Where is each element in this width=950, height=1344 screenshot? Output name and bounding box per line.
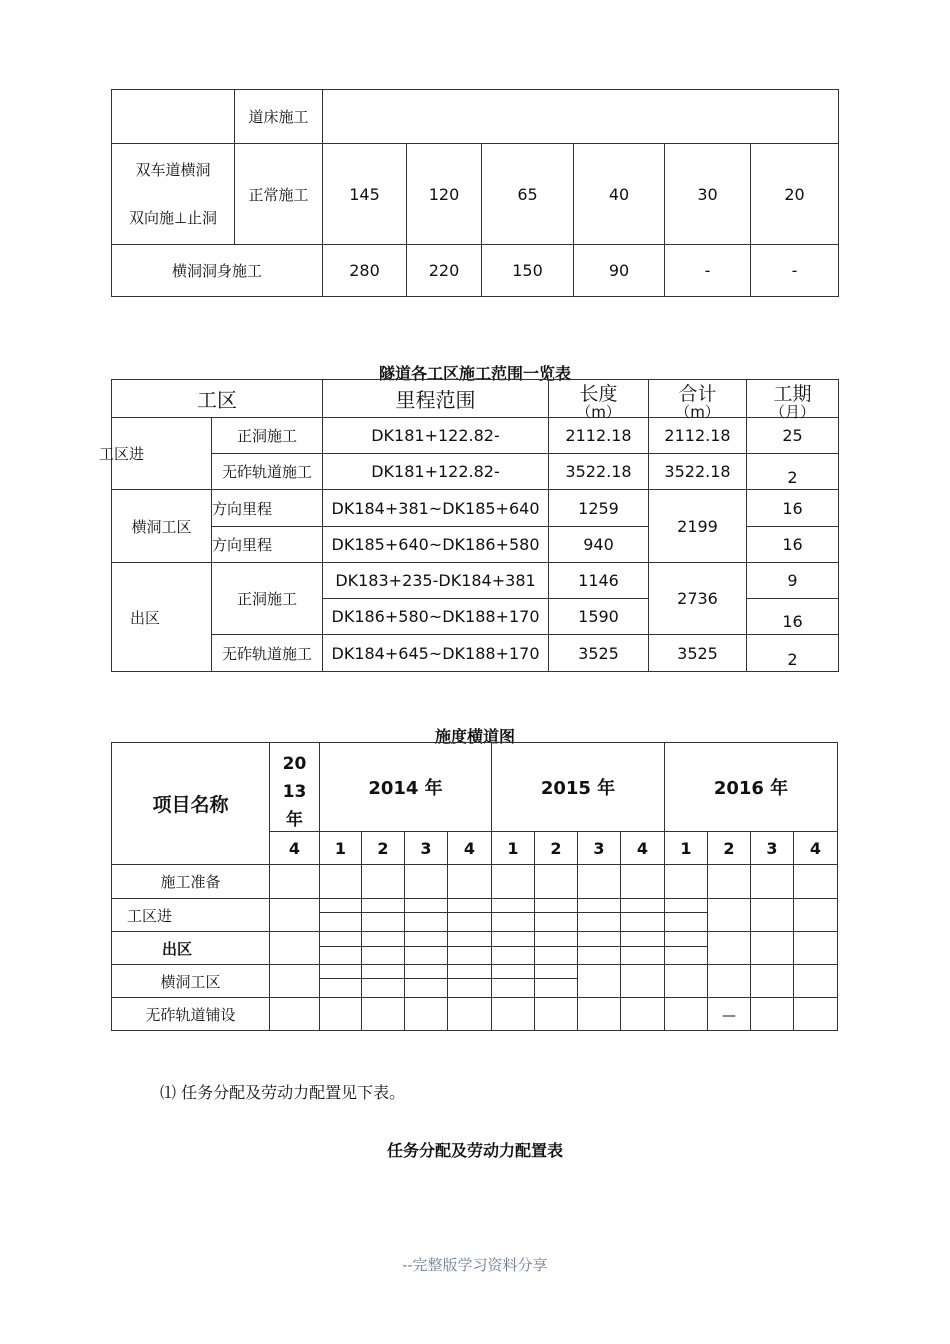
quarter-cell: 2 <box>362 832 405 865</box>
header-year-2014: 2014 年 <box>320 743 492 832</box>
gantt-cell <box>405 998 448 1031</box>
quarter-cell: 1 <box>665 832 708 865</box>
range-cell: DK184+381~DK185+640 <box>323 490 549 527</box>
header-period-unit: （月） <box>769 402 815 421</box>
gantt-cell <box>492 998 535 1031</box>
table-cell: 40 <box>574 144 665 245</box>
table-cell: - <box>665 245 751 297</box>
total-cell: 3522.18 <box>649 454 747 490</box>
table2-title: 隧道各工区施工范围一览表 <box>378 364 571 383</box>
total-cell: 3525 <box>649 635 747 672</box>
gantt-cell <box>535 865 578 899</box>
length-cell: 1590 <box>549 599 649 635</box>
table-cell: 正常施工 <box>235 144 323 245</box>
gantt-cell <box>405 932 448 965</box>
gantt-cell <box>578 965 621 998</box>
header-period-label: 工期 <box>773 382 812 405</box>
gantt-cell <box>621 865 665 899</box>
length-cell: 3522.18 <box>549 454 649 490</box>
gantt-cell <box>448 932 492 965</box>
zone-label: 工区进 <box>99 445 145 463</box>
quarter-cell: 2 <box>708 832 751 865</box>
gantt-cell <box>492 865 535 899</box>
table-cell <box>323 90 839 144</box>
gantt-cell <box>320 965 362 998</box>
gantt-cell <box>621 965 665 998</box>
gantt-cell <box>578 899 621 932</box>
gantt-cell <box>708 965 751 998</box>
table-cell: 20 <box>751 144 839 245</box>
work-rate-table <box>111 89 839 297</box>
gantt-cell <box>665 899 708 932</box>
header-year-2016: 2016 年 <box>665 743 838 832</box>
table4-title: 任务分配及劳动力配置表 <box>386 1141 563 1160</box>
length-cell: 940 <box>549 527 649 563</box>
gantt-cell <box>665 998 708 1031</box>
gantt-cell <box>320 865 362 899</box>
gantt-cell <box>535 998 578 1031</box>
period-cell: 16 <box>747 599 839 635</box>
gantt-cell <box>362 865 405 899</box>
task-paragraph: ⑴ 任务分配及劳动力配置见下表。 <box>160 1083 406 1102</box>
header-range: 里程范围 <box>323 380 549 418</box>
header-total-label: 合计 <box>678 382 717 405</box>
gantt-cell <box>270 899 320 932</box>
sub-cell: 方向里程 <box>212 527 323 563</box>
total-cell: 2112.18 <box>649 418 747 454</box>
gantt-cell <box>492 965 535 998</box>
gantt-cell <box>665 865 708 899</box>
gantt-cell <box>535 965 578 998</box>
range-cell: DK186+580~DK188+170 <box>323 599 549 635</box>
gantt-cell <box>621 998 665 1031</box>
gantt-cell <box>794 899 838 932</box>
gantt-cell <box>448 965 492 998</box>
header-year-2013 <box>270 743 320 832</box>
gantt-cell <box>665 932 708 965</box>
period-cell: 2 <box>747 454 839 490</box>
table-cell: 道床施工 <box>235 90 323 144</box>
gantt-cell <box>794 965 838 998</box>
gantt-cell <box>751 965 794 998</box>
quarter-cell: 4 <box>448 832 492 865</box>
length-cell: 2112.18 <box>549 418 649 454</box>
gantt-cell <box>708 932 751 965</box>
gantt-cell <box>708 865 751 899</box>
table-cell: 145 <box>323 144 407 245</box>
sub-cell: 正洞施工 <box>212 563 323 635</box>
total-cell: 2736 <box>649 563 747 635</box>
row-label: 双向施⊥止洞 <box>128 209 218 227</box>
quarter-cell: 4 <box>794 832 838 865</box>
gantt-cell <box>578 932 621 965</box>
gantt-cell <box>794 865 838 899</box>
sub-cell: 无砟轨道施工 <box>212 635 323 672</box>
gantt-cell <box>362 965 405 998</box>
gantt-cell <box>665 965 708 998</box>
gantt-cell <box>320 899 362 932</box>
quarter-cell: 3 <box>405 832 448 865</box>
year-2013-line3: 年 <box>286 810 303 830</box>
gantt-cell <box>708 899 751 932</box>
gantt-cell <box>578 865 621 899</box>
quarter-cell: 4 <box>621 832 665 865</box>
zone-cell <box>112 563 212 672</box>
table-cell: 280 <box>323 245 407 297</box>
table3-title: 施度横道图 <box>434 727 515 746</box>
gantt-cell <box>270 865 320 899</box>
gantt-cell <box>621 932 665 965</box>
gantt-row-label <box>112 899 270 932</box>
table-cell: 150 <box>482 245 574 297</box>
range-cell: DK184+645~DK188+170 <box>323 635 549 672</box>
gantt-cell <box>405 965 448 998</box>
gantt-cell <box>535 899 578 932</box>
gantt-cell <box>578 998 621 1031</box>
gantt-cell <box>535 932 578 965</box>
table-cell: 65 <box>482 144 574 245</box>
gantt-row-label <box>112 932 270 965</box>
gantt-cell <box>270 965 320 998</box>
sub-cell: 方向里程 <box>212 490 323 527</box>
year-2013-line1: 20 <box>282 754 307 774</box>
gantt-cell <box>751 998 794 1031</box>
sub-cell: 无砟轨道施工 <box>212 454 323 490</box>
gantt-cell <box>448 865 492 899</box>
gantt-bar-line <box>319 946 707 947</box>
gantt-row-label-text: 出区 <box>162 939 193 958</box>
gantt-cell <box>320 932 362 965</box>
zone-label: 出区 <box>130 608 161 627</box>
gantt-bar-line <box>319 978 577 979</box>
range-cell: DK181+122.82- <box>323 418 549 454</box>
table-cell: 90 <box>574 245 665 297</box>
header-item-name: 项目名称 <box>112 743 270 865</box>
table-cell: 220 <box>407 245 482 297</box>
gantt-cell <box>708 998 751 1031</box>
table-cell: 横洞洞身施工 <box>112 245 323 297</box>
gantt-cell <box>751 899 794 932</box>
row-label: 双车道横洞 <box>135 161 211 179</box>
length-cell: 3525 <box>549 635 649 672</box>
gantt-cell <box>362 932 405 965</box>
header-length <box>549 380 649 421</box>
length-cell: 1146 <box>549 563 649 599</box>
gantt-cell <box>794 998 838 1031</box>
gantt-cell <box>362 998 405 1031</box>
gantt-table <box>111 742 838 1031</box>
gantt-dash: — <box>722 1007 736 1024</box>
gantt-cell <box>492 932 535 965</box>
period-cell: 25 <box>747 418 839 454</box>
quarter-cell: 1 <box>492 832 535 865</box>
gantt-row-label: 无砟轨道铺设 <box>112 998 270 1031</box>
gantt-cell <box>621 899 665 932</box>
gantt-cell <box>270 998 320 1031</box>
gantt-cell <box>751 865 794 899</box>
gantt-cell <box>362 899 405 932</box>
header-length-label: 长度 <box>579 382 618 405</box>
year-2013-line2: 13 <box>282 782 307 802</box>
total-cell: 2199 <box>649 490 747 563</box>
period-cell: 16 <box>747 527 839 563</box>
header-zone: 工区 <box>112 380 323 418</box>
sub-cell: 正洞施工 <box>212 418 323 454</box>
table-cell: 120 <box>407 144 482 245</box>
quarter-cell: 3 <box>578 832 621 865</box>
gantt-cell <box>405 899 448 932</box>
table-cell: - <box>751 245 839 297</box>
table-cell: 30 <box>665 144 751 245</box>
gantt-cell <box>405 865 448 899</box>
period-cell: 9 <box>747 563 839 599</box>
gantt-cell <box>270 932 320 965</box>
gantt-bar-line <box>319 912 707 913</box>
header-total-unit: （m） <box>675 402 720 421</box>
range-cell: DK185+640~DK186+580 <box>323 527 549 563</box>
table-cell <box>112 90 235 144</box>
header-total <box>649 380 747 421</box>
header-year-2015: 2015 年 <box>492 743 665 832</box>
quarter-cell: 4 <box>270 832 320 865</box>
quarter-cell: 3 <box>751 832 794 865</box>
length-cell: 1259 <box>549 490 649 527</box>
period-cell: 16 <box>747 490 839 527</box>
header-period <box>747 380 839 421</box>
range-cell: DK181+122.82- <box>323 454 549 490</box>
range-cell: DK183+235-DK184+381 <box>323 563 549 599</box>
gantt-row-label: 横洞工区 <box>112 965 270 998</box>
gantt-cell <box>448 899 492 932</box>
period-cell: 2 <box>747 635 839 672</box>
gantt-row-label-text: 工区进 <box>127 906 173 925</box>
quarter-cell: 1 <box>320 832 362 865</box>
gantt-row-label: 施工准备 <box>112 865 270 899</box>
gantt-cell <box>794 932 838 965</box>
gantt-cell <box>492 899 535 932</box>
zone-cell: 横洞工区 <box>112 490 212 563</box>
construction-range-table <box>99 379 839 672</box>
gantt-cell <box>320 998 362 1031</box>
table-cell <box>112 144 235 245</box>
gantt-cell <box>448 998 492 1031</box>
zone-cell <box>99 418 212 490</box>
gantt-cell <box>751 932 794 965</box>
quarter-cell: 2 <box>535 832 578 865</box>
footer-text: --完整版学习资料分享 <box>402 1256 548 1274</box>
header-length-unit: （m） <box>576 402 621 421</box>
